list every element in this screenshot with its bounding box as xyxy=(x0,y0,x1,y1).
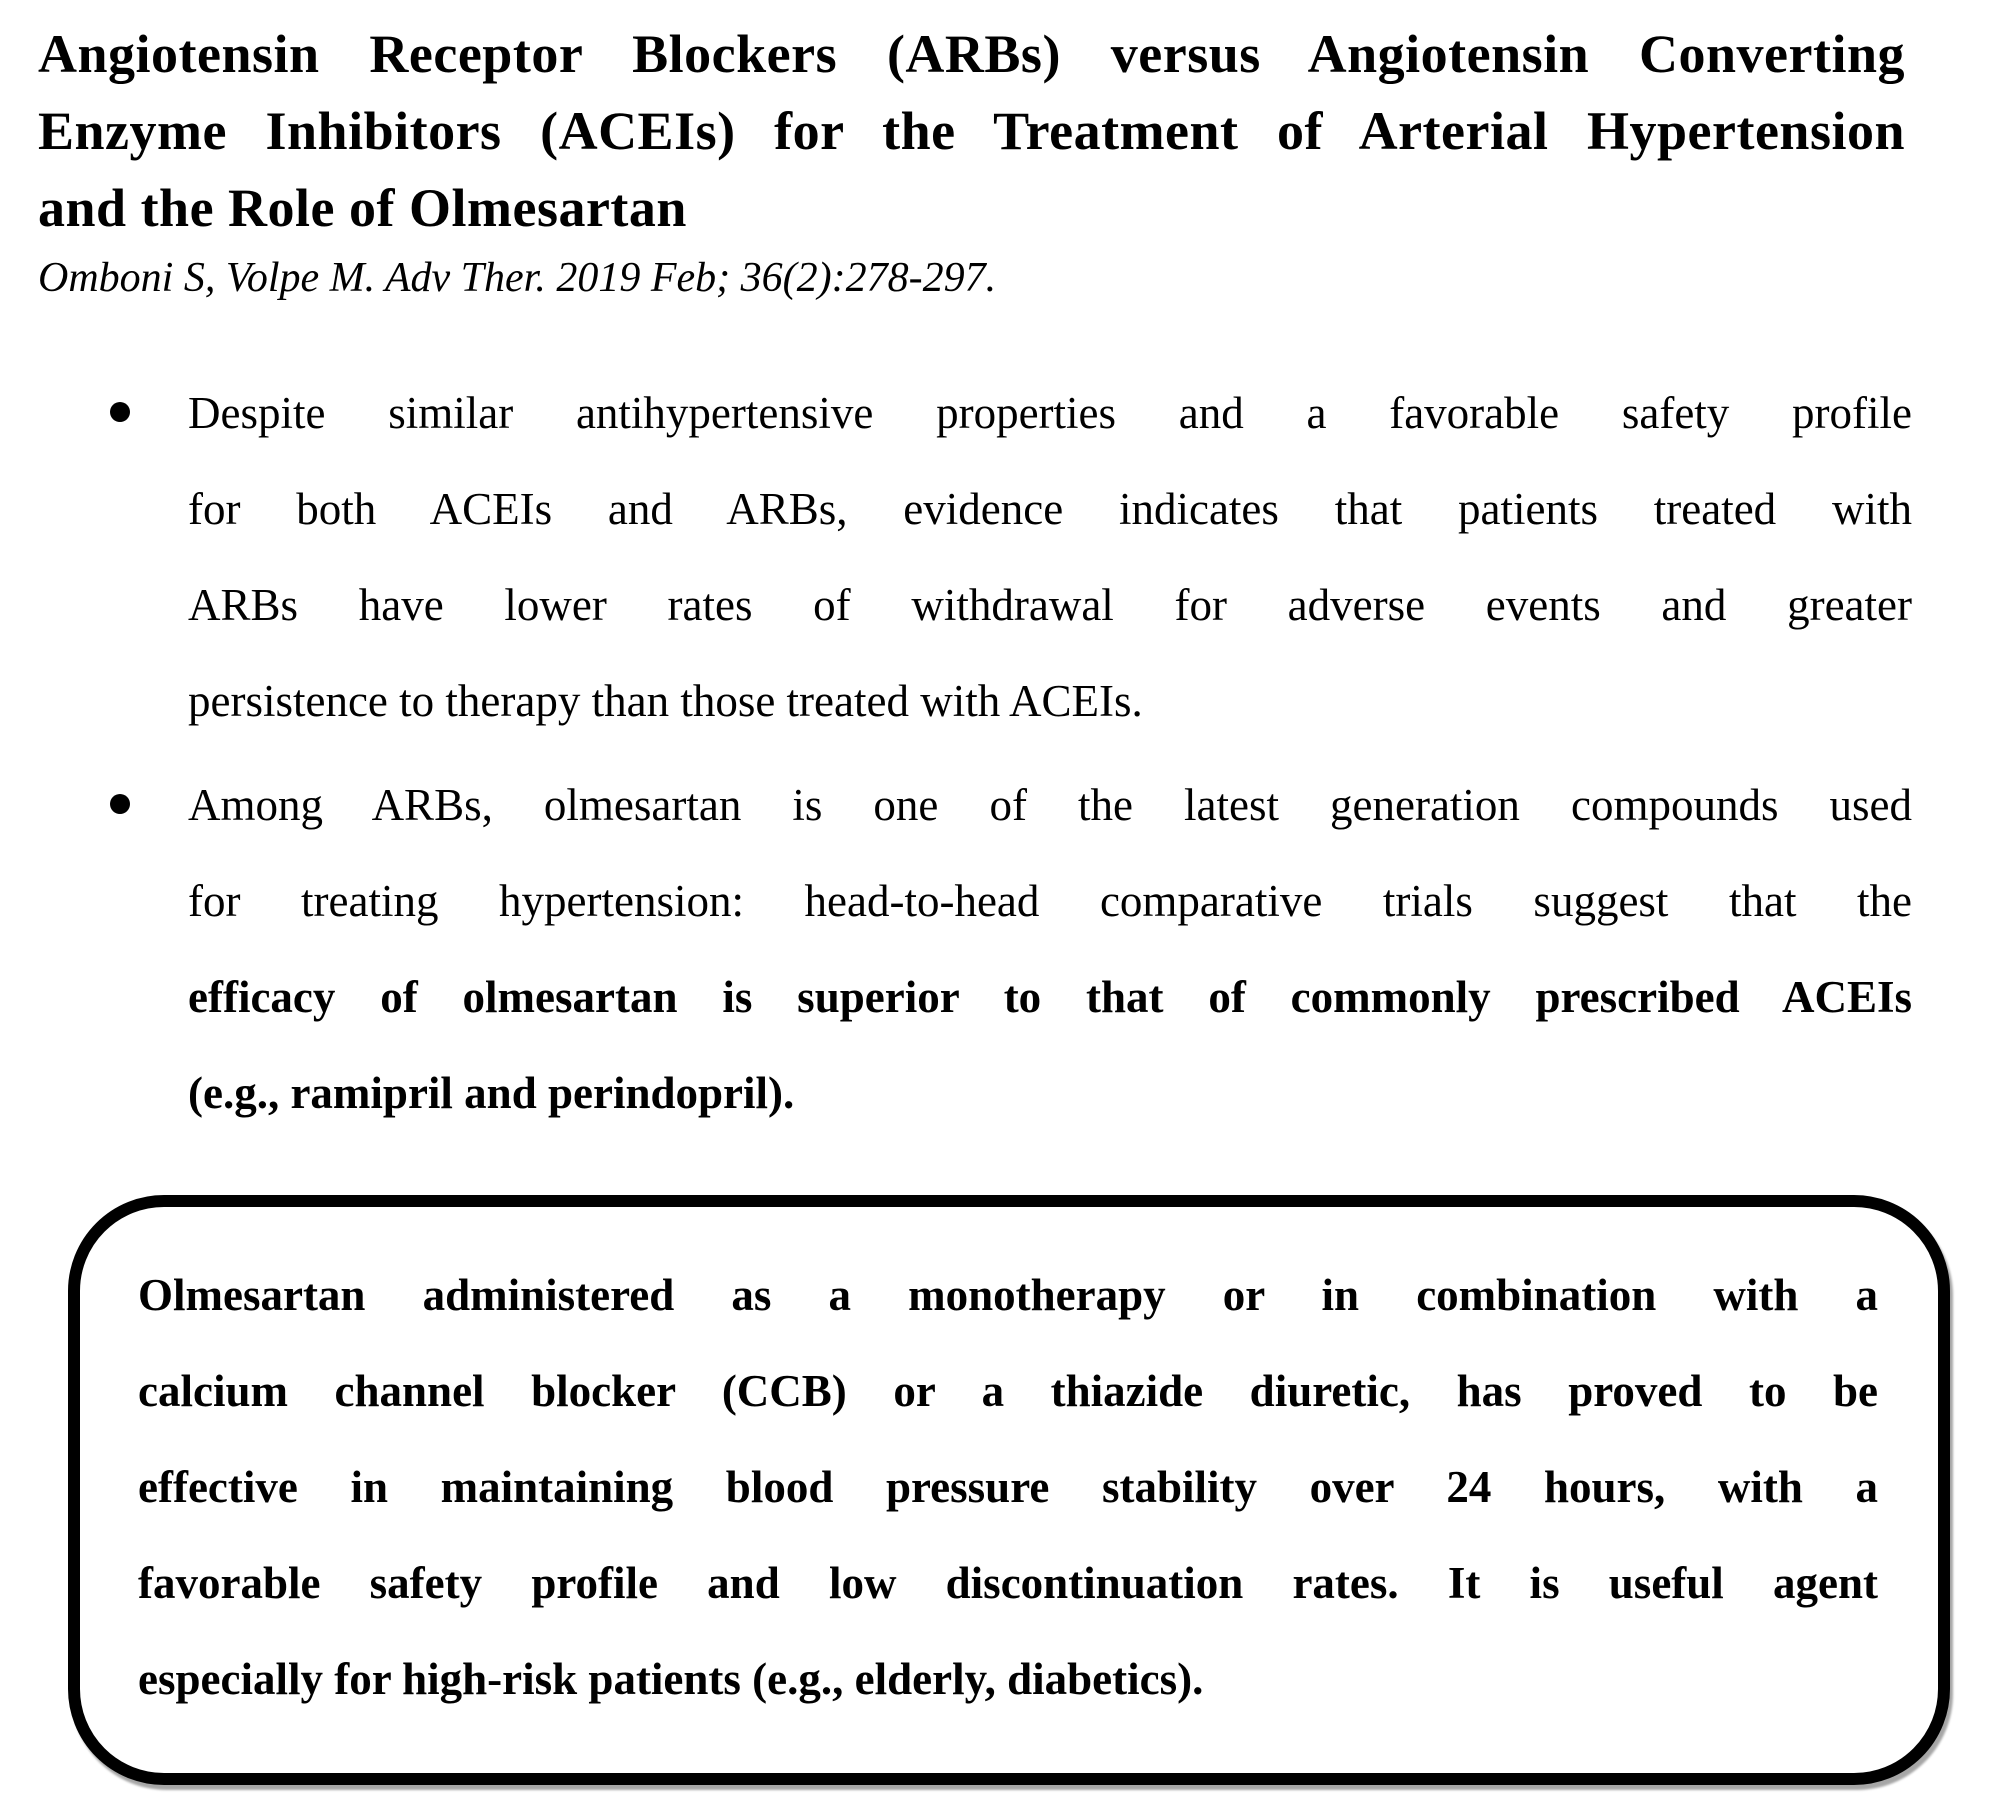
bullet-icon xyxy=(110,402,130,422)
bullet-list xyxy=(38,365,1912,1141)
bullet-text-line: Among ARBs, olmesartan is one of the latest generation compounds used xyxy=(188,780,1912,830)
title-line: Enzyme Inhibitors (ACEIs) for the Treatment of Arterial Hypertension xyxy=(38,101,1905,161)
bullet-item xyxy=(38,365,1912,749)
key-box-line: effective in maintaining blood pressure stability over 24 hours, with a xyxy=(138,1462,1878,1512)
title-line: and the Role of Olmesartan xyxy=(38,178,687,238)
bullet-text-line-bold: efficacy of olmesartan is superior to that of commonly prescribed ACEIs xyxy=(188,972,1912,1022)
key-box-line: especially for high-risk patients (e.g., elderly, diabetics). xyxy=(138,1654,1204,1704)
bullet-item xyxy=(38,757,1912,1141)
page-title xyxy=(0,0,1993,247)
bullet-text-line: persistence to therapy than those treated with ACEIs. xyxy=(188,676,1143,726)
bullet-text-line-bold: (e.g., ramipril and perindopril). xyxy=(188,1068,795,1118)
key-box-line: Olmesartan administered as a monotherapy or in combination with a xyxy=(138,1270,1878,1320)
bullet-icon xyxy=(110,794,130,814)
key-box-line: favorable safety profile and low discontinuation rates. It is useful agent xyxy=(138,1558,1878,1608)
bullet-text-line: for treating hypertension: head-to-head comparative trials suggest that the xyxy=(188,876,1912,926)
citation: Omboni S, Volpe M. Adv Ther. 2019 Feb; 36(2):278-297. xyxy=(38,255,997,301)
bullet-text-line: Despite similar antihypertensive properties and a favorable safety profile xyxy=(188,388,1912,438)
key-message-box xyxy=(68,1195,1950,1785)
title-line: Angiotensin Receptor Blockers (ARBs) versus Angiotensin Converting xyxy=(38,24,1905,84)
bullet-text-line: for both ACEIs and ARBs, evidence indicates that patients treated with xyxy=(188,484,1912,534)
key-box-line: calcium channel blocker (CCB) or a thiazide diuretic, has proved to be xyxy=(138,1366,1878,1416)
bullet-text-line: ARBs have lower rates of withdrawal for adverse events and greater xyxy=(188,580,1912,630)
